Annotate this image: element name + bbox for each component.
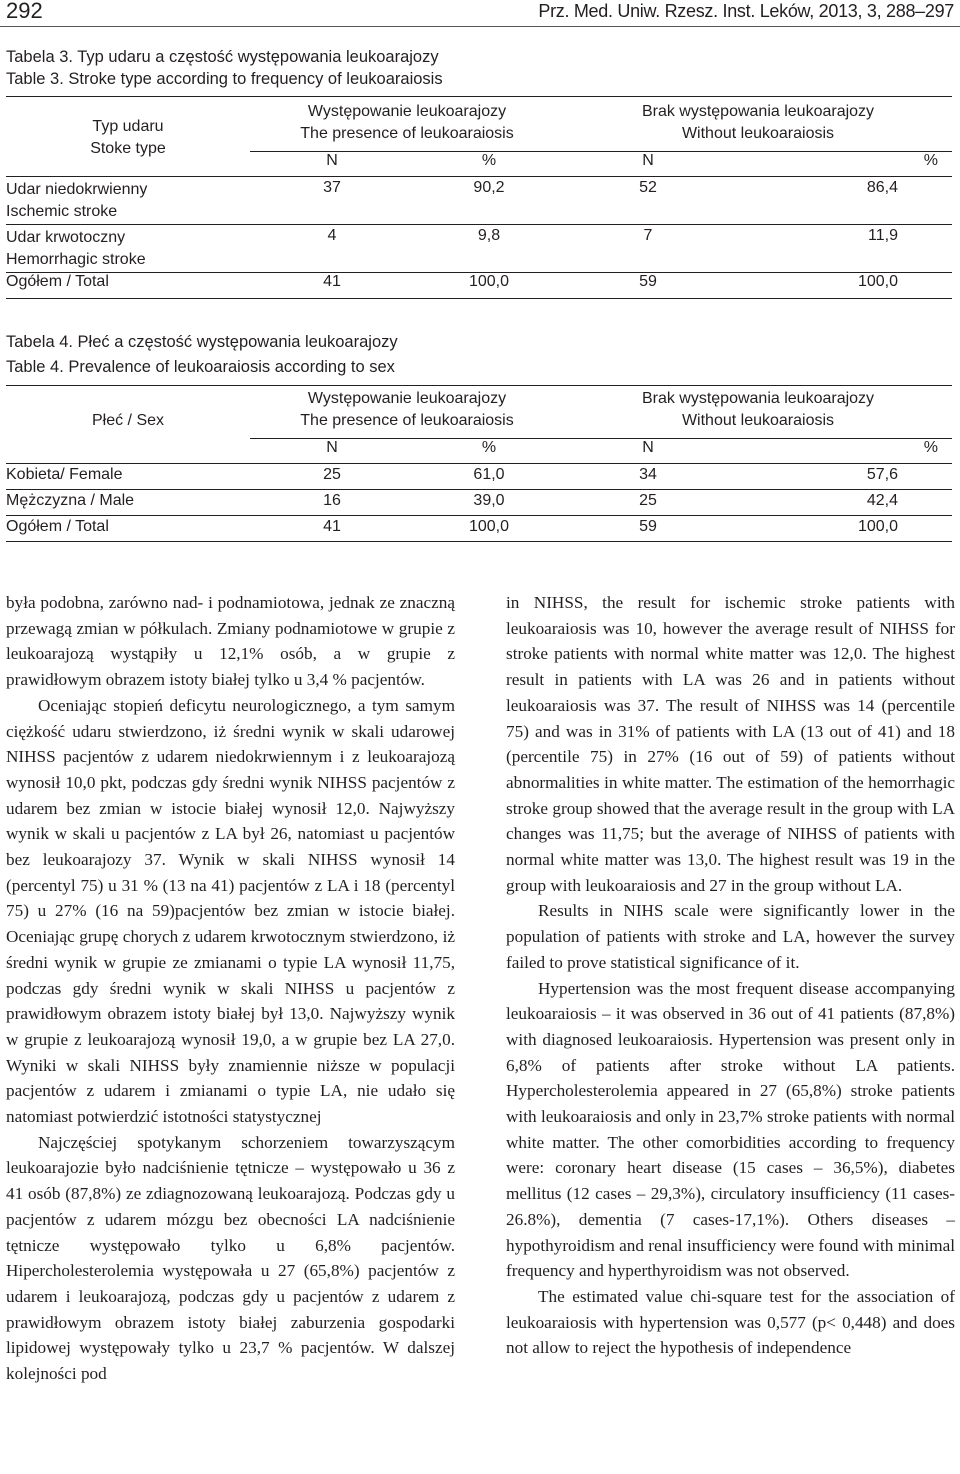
paragraph: in NIHSS, the result for ischemic stroke patients with leukoaraiosis was 10, however the average result of NIHSS for stroke patients with normal white matter was 12,0. The highest result in patients with LA was 26 and in patients without leukoaraiosis was 37. The result of NIHSS was 14 (percentile 75) and was in 31% of patients with LA (13 out of 41) and 18 (percentile 75) in 27% (16 out of 59) of patients without abnormalities in white matter. The estimation of the hemorrhagic stroke group showed that the average result in the group with LA changes was 11,75; but the average of NIHSS of patients with normal white matter was 13,0. The highest result was 19 in the group with leukoaraiosis and 27 in the group without LA. <box>506 593 955 895</box>
table-row: Udar krwotoczny Hemorrhagic stroke 4 9,8 7 11,9 <box>6 225 952 273</box>
page-header <box>0 0 960 24</box>
journal-citation: Prz. Med. Uniw. Rzesz. Inst. Leków, 2013, 3, 288–297 <box>538 1 954 21</box>
table-row: Kobieta/ Female 25 61,0 34 57,6 <box>6 464 952 490</box>
paragraph: The estimated value chi-square test for the association of leukoaraiosis with hypertension was 0,577 (p< 0,448) and does not allow to reject the hypothesis of independence <box>506 1286 955 1358</box>
table4-group2-header: Brak występowania leukoarajozy Without leukoaraiosis <box>564 386 952 439</box>
table-row-total: Ogółem / Total 41 100,0 59 100,0 <box>6 273 952 299</box>
table4-caption-en: Table 4. Prevalence of leukoaraiosis according to sex <box>6 358 395 376</box>
table3-caption-pl: Tabela 3. Typ udaru a częstość występowania leukoarajozy <box>6 48 439 66</box>
paragraph: Results in NIHS scale were significantly lower in the population of patients with stroke and LA, however the survey failed to prove statistical significance of it. <box>506 901 955 972</box>
table4 <box>6 385 952 542</box>
body-column-left <box>6 590 455 1387</box>
table-row-total: Ogółem / Total 41 100,0 59 100,0 <box>6 516 952 542</box>
table3-col-label-en: Stoke type <box>90 140 166 157</box>
table3-col-label-pl: Typ udaru <box>92 118 164 135</box>
table4-sub-n2: N <box>564 439 732 464</box>
table4-caption-pl: Tabela 4. Płeć a częstość występowania leukoarajozy <box>6 333 398 351</box>
table3-caption-en: Table 3. Stroke type according to frequency of leukoaraiosis <box>6 70 443 88</box>
table-row: Udar niedokrwienny Ischemic stroke 37 90,2 52 86,4 <box>6 177 952 225</box>
paragraph: Oceniając stopień deficytu neurologicznego, a tym samym ciężkość udaru stwierdzono, iż średni wynik w skali udarowej NIHSS pacjentów z udarem niedokrwiennym i z leukoarajozą wynosił 10,0 pkt, podczas gdy średni wynik NIHSS pacjentów z udarem bez zmian w istocie białej wynosił 12,0. Najwyższy wynik w skali u pacjentów z LA był 26, natomiast u pacjentów bez leukoarajozy 37. Wynik w skali NIHSS wynosił 14 (percentyl 75) u 31 % (13 na 41) pacjentów z LA i 18 (percentyl 75) u 27% (16 na 59)pacjentów bez zmian w istocie białej. Oceniając grupę chorych z udarem krwotocznym stwierdzono, iż średni wynik w grupie ze zmianami o typie LA wynosił 11,75, podczas gdy średni wynik w skali NIHSS u pacjentów z prawidłowym obrazem istoty białej był 13,0. Najwyższy wynik w grupie z leukoarajozą wynosił 19,0, a w grupie bez LA 27,0. Wyniki w skali NIHSS były znamiennie niższe w populacji pacjentów z udarem i zmianami o typie LA, nie udało się natomiast potwierdzić istotności statystycznej <box>6 695 455 1127</box>
table3-group2-header: Brak występowania leukoarajozy Without leukoaraiosis <box>564 97 952 152</box>
table3-group1-header: Występowanie leukoarajozy The presence of leukoaraiosis <box>250 97 564 152</box>
table3-sub-n1: N <box>250 152 414 177</box>
table3-col-label <box>6 97 250 177</box>
table4-sub-n1: N <box>250 439 414 464</box>
table4-col-label: Płeć / Sex <box>6 386 250 464</box>
table3-sub-p2: % <box>732 152 952 177</box>
table-row: Mężczyzna / Male 16 39,0 25 42,4 <box>6 490 952 516</box>
table4-sub-p1: % <box>414 439 564 464</box>
table4-group1-header: Występowanie leukoarajozy The presence of leukoaraiosis <box>250 386 564 439</box>
body-column-right <box>506 590 955 1361</box>
paragraph: była podobna, zarówno nad- i podnamiotowa, jednak ze znaczną przewagą zmian w półkulach. Zmiany podnamiotowe w grupie z leukoarajozą wystąpiły u 12,1% osób, a w grupie z prawidłowym obrazem istoty białej tylko u 3,4 % pacjentów. <box>6 593 455 690</box>
header-rule <box>0 26 960 27</box>
page-number: 292 <box>6 0 43 23</box>
table3 <box>6 96 952 299</box>
paragraph: Hypertension was the most frequent disease accompanying leukoaraiosis – it was observed in 36 out of 41 patients (87,8%) with diagnosed leukoaraiosis. Hypertension was present only in 6,8% of patients after stroke without LA patients. Hypercholesterolemia appeared in 27 (65,8%) stroke patients with leukoaraiosis and only in 23,7% stroke patients with normal white matter. The other comorbidities according to frequency were: coronary heart disease (15 cases – 36,5%), diabetes mellitus (12 cases – 29,3%), circulatory insufficiency (11 cases-26.8%), dementia (7 cases-17,1%). Others diseases – hypothyroidism and renal insufficiency were found with minimal frequency and hyperthyroidism was not observed. <box>506 978 955 1281</box>
table3-sub-p1: % <box>414 152 564 177</box>
table3-sub-n2: N <box>564 152 732 177</box>
table4-sub-p2: % <box>732 439 952 464</box>
paragraph: Najczęściej spotykanym schorzeniem towarzyszącym leukoarajozie było nadciśnienie tętnicze – występowało u 36 z 41 osób (87,8%) ze zdiagnozowaną leukoarajozą. Podczas gdy u pacjentów z udarem mózgu bez obecności LA nadciśnienie tętnicze występowało tylko u 6,8% pacjentów. Hipercholesterolemia występowała u 27 (65,8%) pacjentów z udarem i leukoarajozą, podczas gdy u pacjentów z udarem z prawidłowym obrazem istoty białej zaburzenia gospodarki lipidowej występowały tylko u 23,7 % pacjentów. W dalszej kolejności pod <box>6 1132 455 1384</box>
